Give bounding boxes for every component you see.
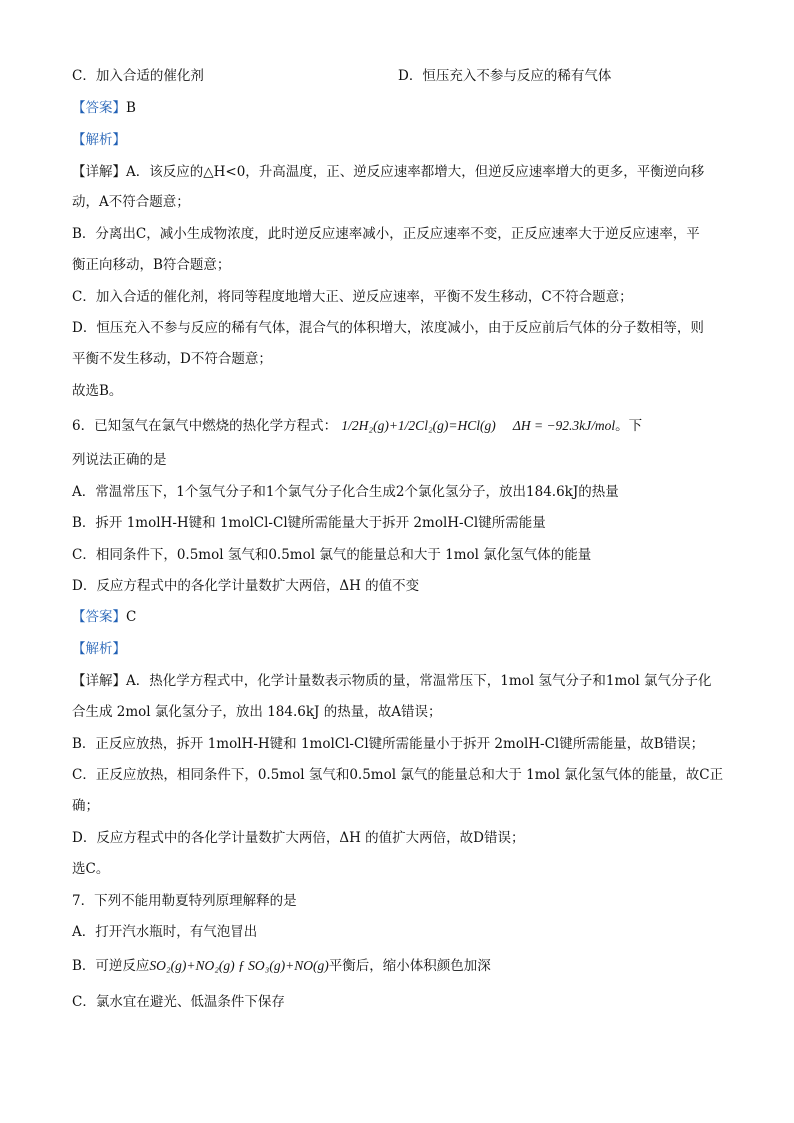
answer-tag: 【答案】	[72, 609, 126, 625]
q6-answer	[72, 607, 136, 627]
q6-stem-2: 列说法正确的是	[72, 452, 167, 468]
q5-explanation-1: 【详解】A．该反应的△H<0，升高温度，正、逆反应速率都增大，但逆反应速率增大的更多，平衡逆向移	[72, 164, 705, 180]
q5-option-c: C．加入合适的催化剂	[72, 68, 204, 84]
answer-tag: 【答案】	[72, 100, 126, 116]
q6-explanation-1: 【详解】A．热化学方程式中，化学计量数表示物质的量，常温常压下，1mol 氢气分子和1mol 氯气分子化	[72, 673, 712, 689]
q6-enthalpy: ΔH = −92.3kJ/mol	[512, 418, 616, 433]
q5-explanation-3: B．分离出C，减小生成物浓度，此时逆反应速率减小，正反应速率不变，正反应速率大于逆反应速率，平	[72, 226, 700, 242]
q6-option-a: A．常温常压下，1个氢气分子和1个氯气分子化合生成2个氯化氢分子，放出184.6kJ的热量	[72, 484, 619, 500]
q5-explanation-7: 平衡不发生移动，D不符合题意；	[72, 351, 272, 367]
q6-explanation-5: 确；	[72, 798, 99, 814]
q5-explanation-2: 动，A不符合题意；	[72, 194, 190, 210]
q6-explanation-7: 选C。	[72, 861, 110, 877]
q5-analysis-tag: 【解析】	[72, 132, 126, 148]
q6-option-d: D．反应方程式中的各化学计量数扩大两倍，ΔH 的值不变	[72, 578, 420, 594]
q7-option-a: A．打开汽水瓶时，有气泡冒出	[72, 924, 258, 940]
q6-equation: 1/2H₂(g)+1/2Cl₂(g)=HCl(g)	[341, 418, 496, 433]
q5-explanation-5: C．加入合适的催化剂，将同等程度地增大正、逆反应速率，平衡不发生移动，C不符合题意；	[72, 289, 633, 305]
q7-stem: 7．下列不能用勒夏特列原理解释的是	[72, 893, 297, 909]
q5-explanation-8: 故选B。	[72, 383, 123, 399]
q6-explanation-2: 合生成 2mol 氯化氢分子，放出 184.6kJ 的热量，故A错误；	[72, 704, 442, 720]
q6-explanation-3: B．正反应放热，拆开 1molH-H键和 1molCl-Cl键所需能量小于拆开 2molH-Cl键所需能量，故B错误；	[72, 736, 705, 752]
q7-option-c: C．氯水宜在避光、低温条件下保存	[72, 994, 285, 1010]
answer-value: C	[126, 609, 137, 625]
q6-analysis-tag: 【解析】	[72, 641, 126, 657]
answer-value: B	[126, 100, 136, 116]
q6-explanation-4: C．正反应放热，相同条件下，0.5mol 氢气和0.5mol 氯气的能量总和大于 1mol 氯化氢气体的能量，故C正	[72, 767, 724, 783]
q6-option-c: C．相同条件下，0.5mol 氢气和0.5mol 氯气的能量总和大于 1mol 氯化氢气体的能量	[72, 547, 592, 563]
q5-explanation-4: 衡正向移动，B符合题意；	[72, 257, 231, 273]
detail-tag: 【详解】	[72, 164, 126, 180]
q5-answer	[72, 98, 136, 118]
q6-explanation-6: D．反应方程式中的各化学计量数扩大两倍，ΔH 的值扩大两倍，故D错误；	[72, 830, 525, 846]
q5-option-d: D．恒压充入不参与反应的稀有气体	[398, 68, 612, 84]
q6-option-b: B．拆开 1molH-H键和 1molCl-Cl键所需能量大于拆开 2molH-Cl键所需能量	[72, 515, 546, 531]
q7-option-b: B．可逆反应SO₂(g)+NO₂(g) ƒ SO₃(g)+NO(g)平衡后，缩小体积颜色加深	[72, 958, 491, 974]
detail-tag: 【详解】	[72, 673, 126, 689]
q7-equation: SO₂(g)+NO₂(g) ƒ SO₃(g)+NO(g)	[149, 958, 329, 973]
q6-stem: 6．已知氢气在氯气中燃烧的热化学方程式： 1/2H₂(g)+1/2Cl₂(g)=HCl(g) ΔH = −92.3kJ/mol。下	[72, 418, 643, 434]
q5-explanation-6: D．恒压充入不参与反应的稀有气体，混合气的体积增大，浓度减小，由于反应前后气体的分子数相等，则	[72, 320, 704, 336]
